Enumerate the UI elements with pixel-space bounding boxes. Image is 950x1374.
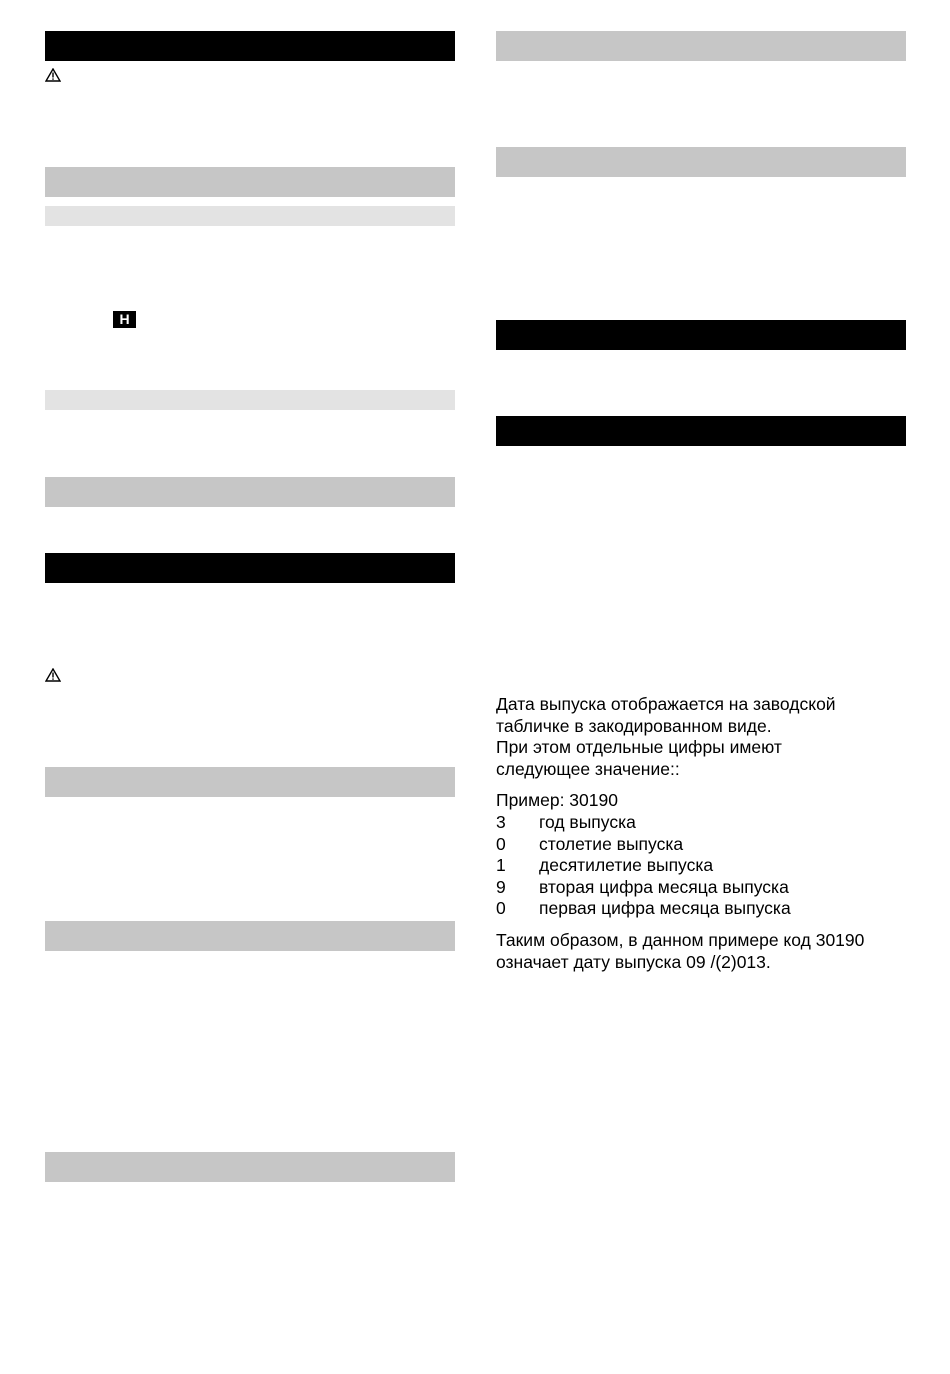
conclusion-text-line: означает дату выпуска 09 /(2)013. bbox=[496, 951, 771, 972]
code-digit: 0 bbox=[496, 898, 506, 919]
section-header-bar bbox=[45, 167, 455, 197]
section-header-bar bbox=[496, 320, 906, 350]
warning-triangle-icon bbox=[45, 68, 61, 82]
warning-triangle-icon bbox=[45, 668, 61, 682]
code-meaning: десятилетие выпуска bbox=[539, 855, 714, 876]
code-meaning: столетие выпуска bbox=[539, 833, 684, 854]
code-row bbox=[496, 877, 916, 899]
section-header-bar bbox=[45, 921, 455, 951]
code-list bbox=[496, 812, 916, 920]
symbol-h-icon: H bbox=[113, 311, 136, 328]
intro-text-line: Дата выпуска отображается на заводской bbox=[496, 694, 836, 714]
section-header-bar bbox=[45, 31, 455, 61]
section-header-bar bbox=[496, 416, 906, 446]
code-row bbox=[496, 834, 916, 856]
conclusion-text-line: Таким образом, в данном примере код 30190 bbox=[496, 929, 865, 950]
section-header-bar bbox=[45, 1152, 455, 1182]
code-digit: 1 bbox=[496, 855, 506, 876]
section-header-bar bbox=[45, 767, 455, 797]
intro-text-line: При этом отдельные цифры имеют bbox=[496, 737, 782, 758]
production-date-section bbox=[496, 694, 916, 973]
code-digit: 3 bbox=[496, 811, 506, 832]
code-row bbox=[496, 855, 916, 877]
subsection-header-bar bbox=[45, 206, 455, 226]
section-header-bar bbox=[45, 553, 455, 583]
code-meaning: вторая цифра месяца выпуска bbox=[539, 876, 789, 897]
section-header-bar bbox=[496, 147, 906, 177]
section-header-bar bbox=[45, 477, 455, 507]
code-meaning: первая цифра месяца выпуска bbox=[539, 898, 791, 919]
subsection-header-bar bbox=[45, 390, 455, 410]
intro-text-line: табличке в закодированном виде. bbox=[496, 715, 772, 736]
section-header-bar bbox=[496, 31, 906, 61]
code-row bbox=[496, 812, 916, 834]
code-row bbox=[496, 898, 916, 920]
code-meaning: год выпуска bbox=[539, 811, 636, 832]
intro-text-line: следующее значение:: bbox=[496, 758, 680, 779]
code-digit: 9 bbox=[496, 876, 506, 897]
example-label: Пример: 30190 bbox=[496, 790, 618, 811]
code-digit: 0 bbox=[496, 833, 506, 854]
